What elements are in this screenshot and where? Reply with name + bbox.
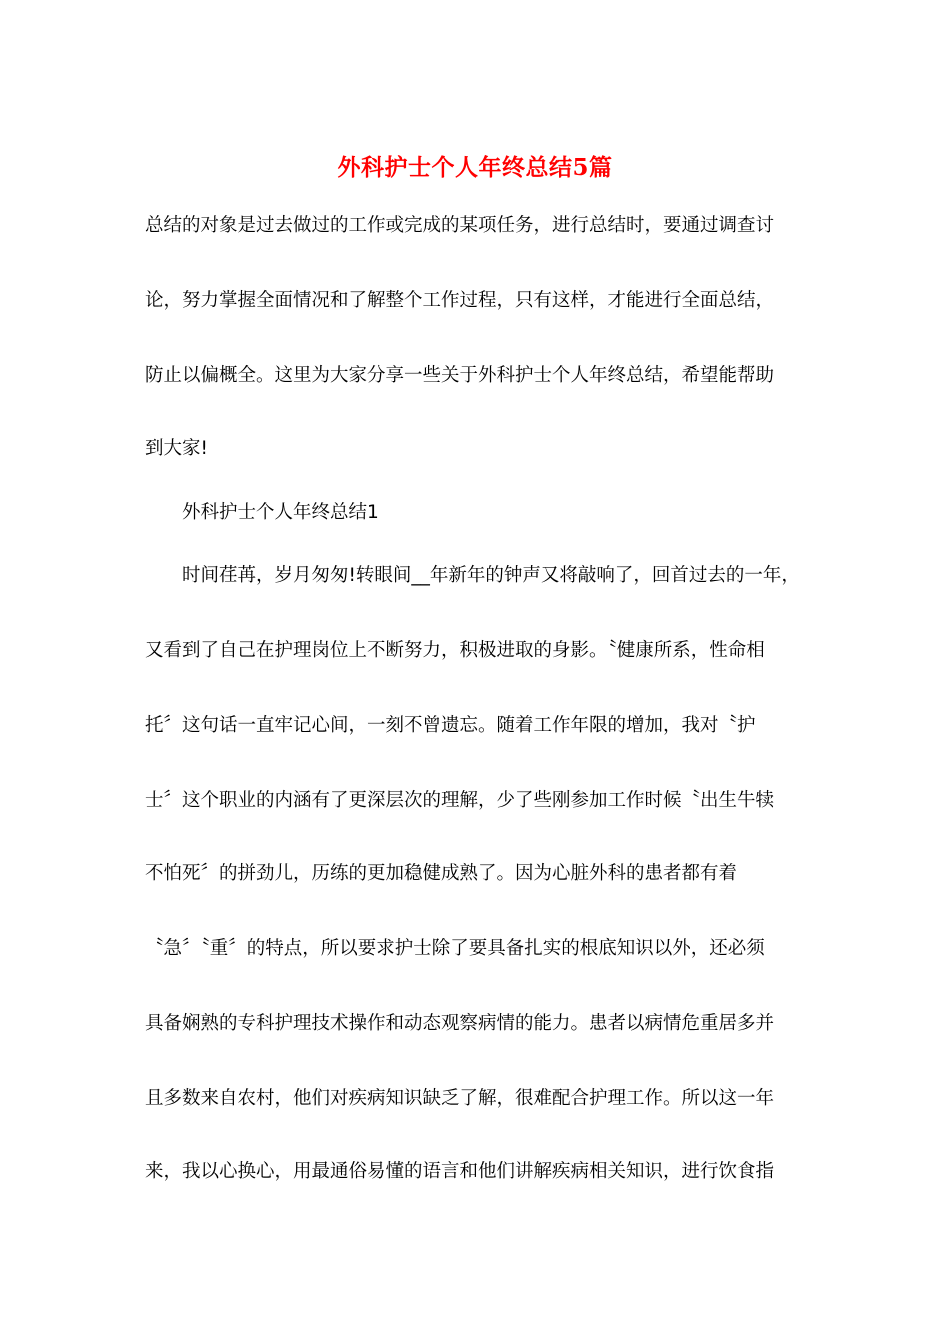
paragraph-line: 论，努力掌握全面情况和了解整个工作过程，只有这样，才能进行全面总结， xyxy=(145,290,775,311)
paragraph-line: 〝急〞〝重〞的特点，所以要求护士除了要具备扎实的根底知识以外，还必须 xyxy=(145,938,765,959)
document-title: 外科护士个人年终总结5篇 xyxy=(337,154,613,181)
paragraph-line: 时间荏苒，岁月匆匆!转眼间__年新年的钟声又将敲响了，回首过去的一年， xyxy=(182,565,800,586)
paragraph-line: 防止以偏概全。这里为大家分享一些关于外科护士个人年终总结，希望能帮助 xyxy=(145,365,775,386)
paragraph-line: 总结的对象是过去做过的工作或完成的某项任务，进行总结时，要通过调查讨 xyxy=(145,215,775,236)
paragraph-line: 不怕死〞的拼劲儿，历练的更加稳健成熟了。因为心脏外科的患者都有着 xyxy=(145,863,738,884)
paragraph-line: 且多数来自农村，他们对疾病知识缺乏了解，很难配合护理工作。所以这一年 xyxy=(145,1088,775,1109)
paragraph-line: 托〞这句话一直牢记心间，一刻不曾遗忘。随着工作年限的增加，我对〝护 xyxy=(145,715,756,736)
paragraph-line: 士〞这个职业的内涵有了更深层次的理解，少了些刚参加工作时候〝出生牛犊 xyxy=(145,790,775,811)
paragraph-line: 具备娴熟的专科护理技术操作和动态观察病情的能力。患者以病情危重居多并 xyxy=(145,1013,775,1034)
paragraph-line: 来，我以心换心，用最通俗易懂的语言和他们讲解疾病相关知识，进行饮食指 xyxy=(145,1161,775,1182)
paragraph-line: 又看到了自己在护理岗位上不断努力，积极进取的身影。〝健康所系，性命相 xyxy=(145,640,765,661)
paragraph-line: 外科护士个人年终总结1 xyxy=(182,502,379,523)
paragraph-line: 到大家! xyxy=(145,438,208,459)
